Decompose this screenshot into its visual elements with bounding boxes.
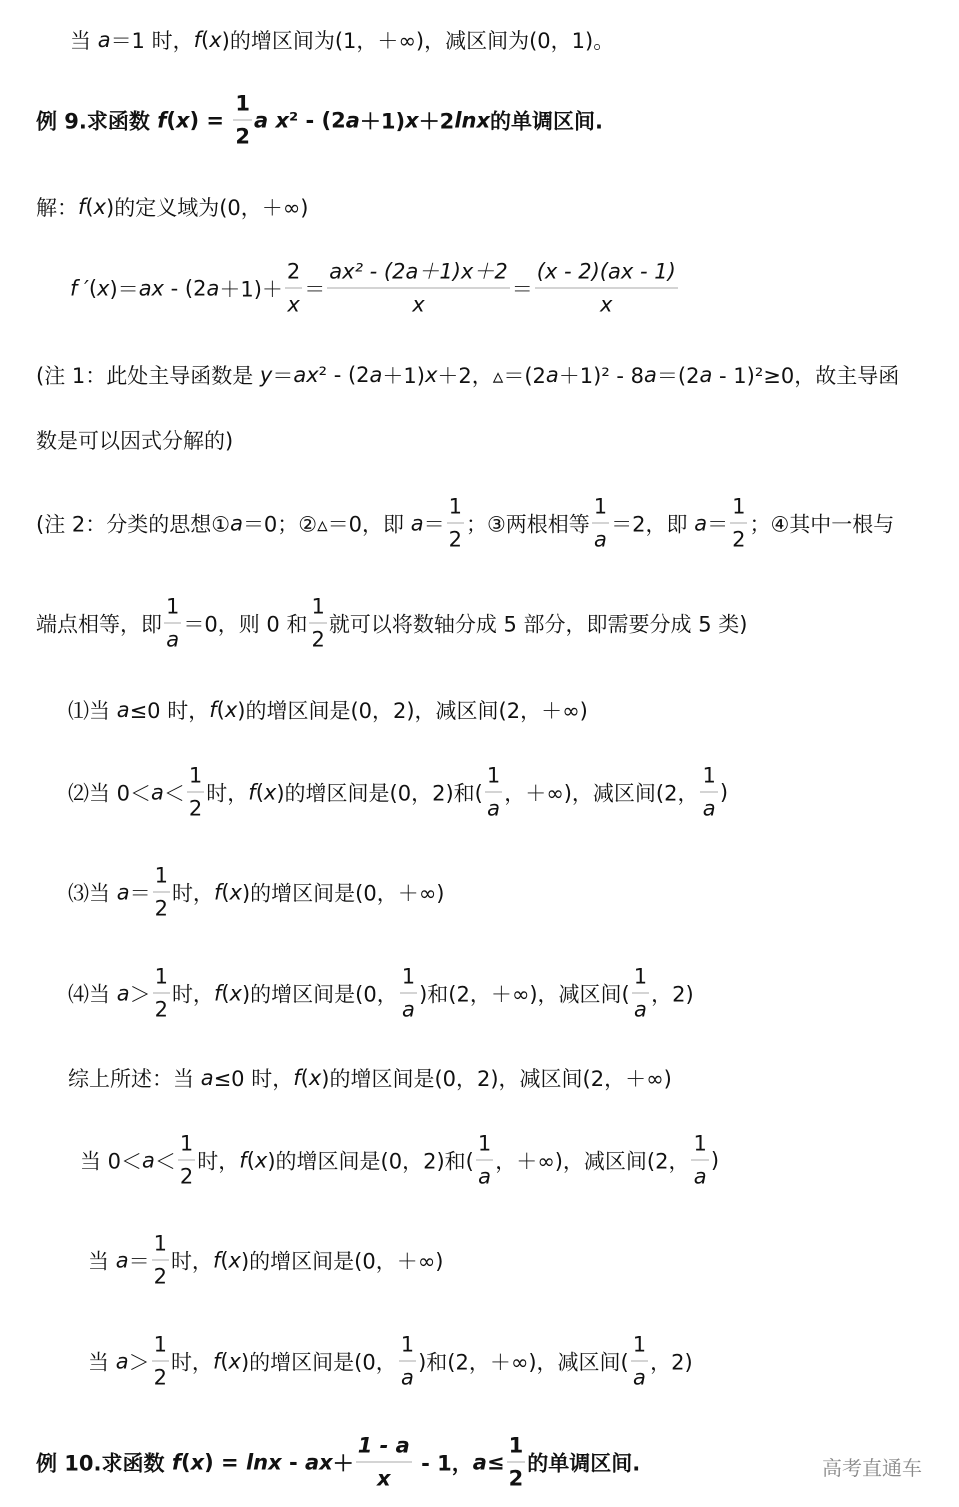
text-segment: x [229,880,242,904]
text-segment: f [171,1450,181,1474]
denominator: 2 [235,124,250,149]
text-segment: ＋ [332,1451,354,1475]
text-segment: x [308,1066,322,1090]
text-segment: ＋2 [418,109,455,133]
text-segment: ＝1 时， [110,29,194,53]
text-line [70,25,614,55]
fraction [152,1231,169,1290]
text-line [68,1063,672,1093]
fraction-bar [535,288,678,289]
denominator: 2 [448,527,462,552]
text-segment: 综上所述：当 [68,1067,201,1091]
numerator: 1 [477,1131,492,1156]
fraction-bar [730,523,747,524]
text-segment: x [405,108,419,132]
text-segment: ( [300,1066,309,1090]
numerator: 1 [166,594,180,619]
text-segment: ² - (2 [318,363,370,387]
text-segment: ( [166,108,176,132]
numerator: (x - 2)(ax - 1) [536,259,676,284]
text-segment: 时， [170,1249,213,1273]
text-segment: a [142,1148,155,1172]
fraction [476,1131,493,1190]
denominator: a [400,1365,414,1390]
text-segment: x [229,981,242,1005]
text-segment: ；④其中一根与 [749,512,895,536]
fraction-bar [285,288,302,289]
text-segment: )的增区间是(0，2)和( [276,781,483,805]
text-segment: ＞ [128,1350,150,1374]
fraction-bar [447,523,464,524]
text-line [88,1231,443,1290]
text-segment: x [190,1450,205,1474]
text-segment: ax [293,363,319,387]
text-segment: f [213,880,222,904]
fraction [632,964,649,1023]
numerator: 1 [593,494,608,519]
text-segment: 时， [171,982,214,1006]
text-segment: ＋1)＋ [219,277,283,301]
text-segment: )＝ [109,277,139,301]
text-segment: ( [220,1349,229,1373]
fraction-bar [691,1160,708,1161]
fraction [356,1433,412,1492]
text-segment: ( [221,981,230,1005]
fraction [233,91,252,150]
text-segment: 当 [88,1249,116,1273]
fraction-bar [631,1361,648,1362]
text-segment: a [369,363,383,387]
text-segment: ( [220,1248,229,1272]
text-segment: ( [88,276,98,300]
fraction-bar [187,792,204,793]
text-segment: ＋1)² - 8 [558,364,645,388]
fraction-bar [592,523,609,524]
fraction [631,1332,648,1391]
text-segment: ，2) [650,1350,693,1374]
text-segment: )的增区间是(0，＋∞) [241,881,445,905]
text-segment: 时， [170,1350,213,1374]
text-segment: a [410,511,424,535]
text-segment: )和(2，＋∞)，减区间( [418,1350,629,1374]
watermark: 高考直通车 [822,1456,922,1480]
text-segment: 时， [197,1149,240,1173]
text-line [36,91,603,150]
numerator: 1 [632,1332,647,1357]
text-segment: f [157,108,167,132]
text-segment: ；③两根相等 [465,512,590,536]
fraction-bar [507,1462,526,1463]
numerator: 1 [693,1131,707,1156]
text-segment: )的增区间为(1，＋∞)，减区间为(0，1)。 [221,29,615,53]
numerator: 1 [153,1332,167,1357]
text-segment: a [116,698,130,722]
text-segment: ＝ [511,277,533,301]
text-segment: )和(2，＋∞)，减区间( [419,982,630,1006]
text-segment: a [97,28,111,52]
text-line [68,863,444,922]
numerator: 1 [311,594,325,619]
text-segment: )的增区间是(0， [240,1350,397,1374]
denominator: x [377,1466,391,1491]
numerator: 1 [486,763,501,788]
text-segment: 就可以将数轴分成 5 部分，即需要分成 5 类) [328,612,748,636]
text-segment: f [213,981,222,1005]
text-segment: f [239,1148,247,1172]
text-segment: ＜ [154,1149,176,1173]
text-segment: )的增区间是(0，2)，减区间(2，＋∞) [321,1067,672,1091]
text-segment: ) = [189,108,232,132]
fraction [152,1332,169,1391]
text-segment: ＝(2 [656,364,700,388]
numerator: ax² - (2a＋1)x＋2 [329,259,508,284]
fraction-bar [309,623,326,624]
fraction-bar [233,120,252,121]
text-segment: 的单调区间. [527,1451,641,1475]
text-segment: 数是可以因式分解的) [36,429,234,453]
text-segment: ( [201,28,210,52]
text-segment: a [115,1248,129,1272]
text-segment: f [212,1248,221,1272]
text-segment: x [209,28,222,52]
denominator: 2 [188,796,203,821]
text-segment: - 1， [413,1451,473,1475]
numerator: 1 [154,863,168,888]
text-segment: ＝2，即 [611,512,695,536]
text-segment: x [93,195,107,219]
text-segment: f [209,698,217,722]
text-segment: ) = [204,1450,246,1474]
denominator: 2 [311,627,325,652]
fraction-bar [153,892,170,893]
text-segment: a [644,363,657,387]
text-segment: )的增区间是(0，＋∞) [240,1249,444,1273]
text-segment: ax [138,276,164,300]
text-segment: x [254,1148,268,1172]
text-segment: a [699,363,713,387]
text-line [80,1131,719,1190]
text-segment: ＝ [272,364,294,388]
text-segment: ＝ [304,277,326,301]
fraction-bar [327,288,509,289]
denominator: a [633,997,647,1022]
numerator: 2 [286,259,301,284]
denominator: a [594,527,607,552]
text-segment: (注 2：分类的思想① [36,512,231,536]
denominator: a [632,1365,646,1390]
text-segment: f [212,1349,221,1373]
numerator: 1 [401,964,416,989]
denominator: 2 [732,527,746,552]
fraction [285,259,302,318]
fraction-bar [152,1260,169,1261]
text-segment: a [230,511,243,535]
text-segment: x [97,276,110,300]
text-segment: 的单调区间. [490,109,603,133]
text-segment: ≤ [486,1450,505,1474]
fraction-bar [485,792,502,793]
text-segment: a [545,363,559,387]
text-segment: ＝ [128,1249,150,1273]
text-line [36,1433,640,1492]
numerator: 1 [179,1131,194,1156]
fraction [153,964,170,1023]
text-segment: ⑷当 [68,982,117,1006]
text-segment: 时， [206,781,249,805]
denominator: a [166,627,180,652]
text-segment: ＋2，▵＝(2 [437,364,546,388]
text-segment: x [224,698,238,722]
fraction-bar [178,1160,195,1161]
numerator: 1 [154,964,168,989]
text-segment: ，＋∞)，减区间(2， [504,781,699,805]
text-segment: ＝0，则 0 和 [183,612,308,636]
denominator: a [401,997,415,1022]
numerator: 1 [235,91,250,116]
numerator: 1 [153,1231,167,1256]
text-segment: 例 9.求函数 [36,109,158,133]
text-segment: ＝ [423,512,445,536]
numerator: 1 - a [357,1433,410,1458]
denominator: x [412,292,425,317]
text-segment: ≤0 时， [213,1067,294,1091]
denominator: x [287,292,300,317]
text-line [68,695,588,725]
text-segment: ＞ [129,982,151,1006]
text-segment: )的增区间是(0，2)和( [267,1149,474,1173]
text-segment: (注 1：此处主导函数是 [36,364,260,388]
denominator: a [693,1164,707,1189]
fraction-bar [152,1361,169,1362]
fraction [485,763,502,822]
text-segment: a [206,276,220,300]
text-segment: 当 0＜ [80,1149,143,1173]
text-segment: a [472,1450,487,1474]
fraction [327,259,509,318]
text-segment: - 1)²≥0，故主导函 [712,364,900,388]
numerator: 1 [400,1332,415,1357]
fraction-bar [632,993,649,994]
text-segment: f [193,28,202,52]
numerator: 1 [508,1433,524,1458]
text-segment: )的定义域为(0，＋∞) [106,196,309,220]
text-segment: ( [255,780,264,804]
text-segment: ≤0 时， [129,699,210,723]
text-segment: ⑵当 0＜ [68,781,152,805]
denominator: a [702,796,716,821]
text-segment: 解： [36,196,78,220]
fraction [700,763,717,822]
fraction [153,863,170,922]
numerator: 1 [633,964,648,989]
fraction-bar [400,993,417,994]
fraction-bar [476,1160,493,1161]
numerator: 1 [188,763,203,788]
text-segment: ( [221,880,230,904]
fraction-bar [153,993,170,994]
text-segment: a [253,108,269,132]
text-segment: ＋1) [359,109,406,133]
text-line [36,425,233,455]
text-segment: ⑴当 [68,699,117,723]
text-segment: 时， [171,881,214,905]
text-segment: ⑶当 [68,881,117,905]
fraction-bar [399,1361,416,1362]
denominator: 2 [154,896,168,921]
text-segment: x [263,780,277,804]
text-segment: - [281,1450,305,1474]
text-segment: ＝ [129,881,151,905]
text-segment: x [228,1349,241,1373]
numerator: 1 [448,494,462,519]
text-line [88,1332,693,1391]
text-line [36,360,899,390]
fraction [730,494,747,553]
text-segment: ( [246,1148,255,1172]
text-segment: a [116,981,130,1005]
text-segment: a [116,880,130,904]
fraction [592,494,609,553]
text-segment: lnx [245,1450,282,1474]
denominator: 2 [153,1264,167,1289]
text-segment: 当 [70,29,98,53]
text-segment: 端点相等，即 [36,612,162,636]
text-segment: x [275,108,289,132]
denominator: 2 [179,1164,194,1189]
text-segment: ( [85,195,94,219]
denominator: 2 [508,1466,524,1491]
text-segment: f [78,195,86,219]
text-segment: ² - (2 [289,108,346,132]
text-segment: ) [710,1148,720,1172]
fraction [535,259,678,318]
text-segment: f [248,780,256,804]
fraction [399,1332,416,1391]
denominator: 2 [153,1365,167,1390]
denominator: a [478,1164,491,1189]
fraction [309,594,326,653]
text-line [68,964,694,1023]
text-segment: a [151,780,164,804]
fraction [164,594,181,653]
text-segment: 当 [88,1350,116,1374]
fraction-bar [700,792,717,793]
text-segment: )的增区间是(0， [241,982,398,1006]
text-segment: f [293,1066,301,1090]
fraction-bar [164,623,181,624]
text-segment: lnx [454,108,491,132]
denominator: a [487,796,500,821]
fraction [447,494,464,553]
text-segment: f ′ [70,276,89,300]
text-segment: ，2) [651,982,694,1006]
text-segment: ＝ [707,512,729,536]
text-segment: ax [305,1450,333,1474]
denominator: 2 [154,997,168,1022]
fraction [691,1131,708,1190]
fraction [187,763,204,822]
fraction [507,1433,526,1492]
text-segment: ＜ [163,781,185,805]
text-line [36,594,747,653]
text-segment: ( [216,698,225,722]
text-segment: ，＋∞)，减区间(2， [495,1149,690,1173]
text-segment: a [694,511,708,535]
text-segment: ( [180,1450,191,1474]
text-segment: a [115,1349,129,1373]
text-segment: ＋1) [382,364,425,388]
text-line [36,192,308,222]
text-line [36,494,894,553]
text-segment: y [259,363,273,387]
text-segment: x [228,1248,241,1272]
text-segment: a [200,1066,214,1090]
text-segment: - (2 [163,276,207,300]
text-segment: a [345,108,360,132]
numerator: 1 [732,494,746,519]
text-segment: x [175,108,190,132]
fraction-bar [356,1462,412,1463]
text-segment: ＝0；②▵＝0，即 [242,512,411,536]
text-line [68,763,728,822]
denominator: x [600,292,613,317]
text-segment: )的增区间是(0，2)，减区间(2，＋∞) [237,699,588,723]
text-segment: ) [719,780,729,804]
numerator: 1 [702,763,716,788]
text-segment: x [424,363,438,387]
text-line [70,259,680,318]
fraction [400,964,417,1023]
text-segment: 例 10.求函数 [36,1451,172,1475]
fraction [178,1131,195,1190]
